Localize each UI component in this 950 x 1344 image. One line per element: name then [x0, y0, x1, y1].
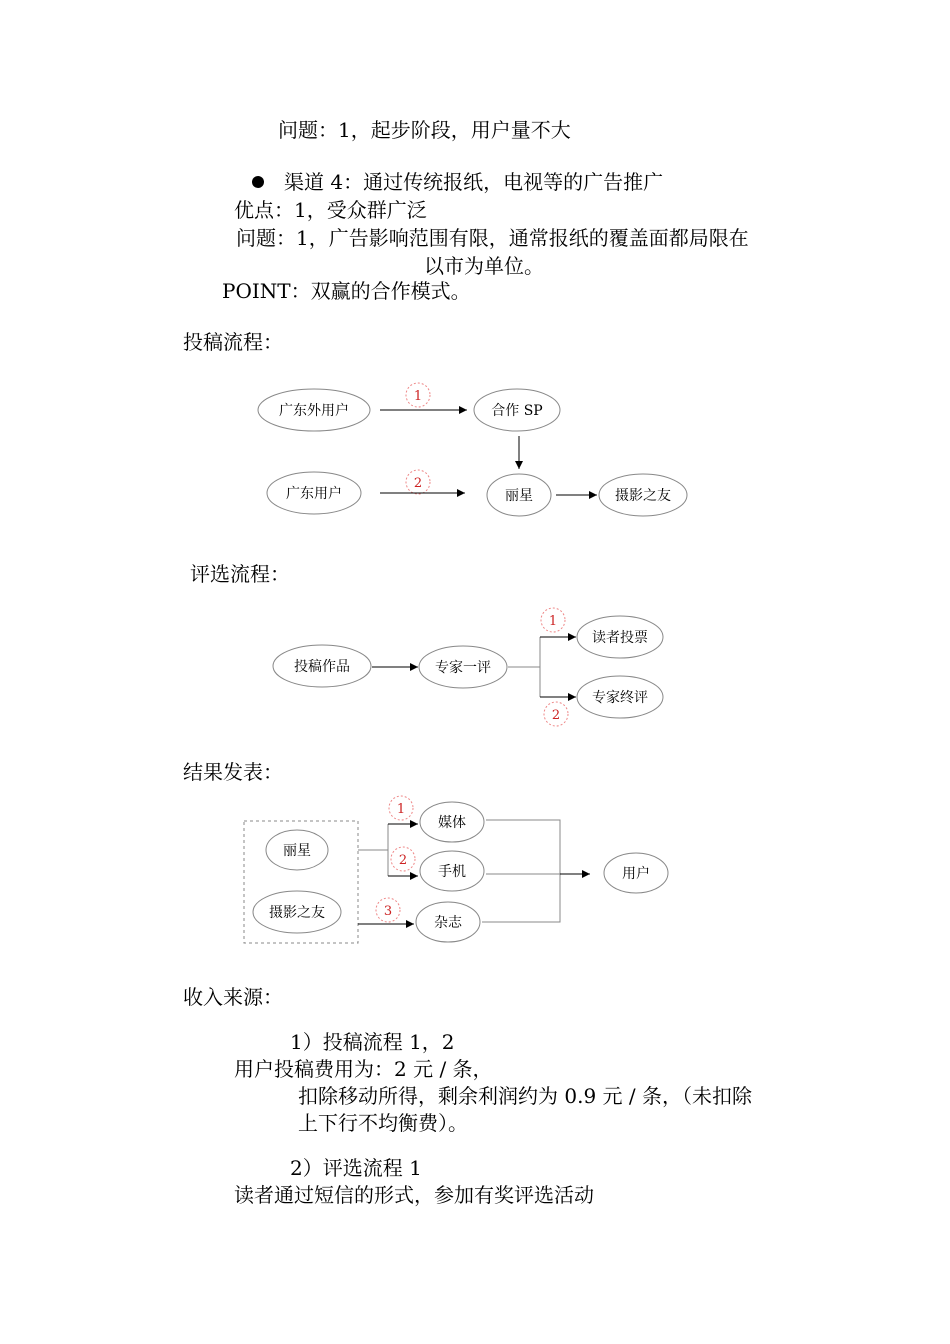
- channel-4-line: 渠道 4：通过传统报纸，电视等的广告推广: [284, 170, 664, 194]
- label-lixing-source: 丽星: [283, 843, 311, 859]
- section-income-title: 收入来源：: [183, 985, 283, 1009]
- merge-line: [482, 820, 560, 922]
- problem-line: 问题：1，起步阶段，用户量不大: [278, 118, 571, 142]
- advantage-line: 优点：1，受众群广泛: [234, 198, 427, 222]
- label-expert-final-review: 专家终评: [592, 690, 648, 706]
- problem-line-2: 问题：1，广告影响范围有限，通常报纸的覆盖面都局限在: [236, 226, 749, 250]
- label-user: 用户: [622, 866, 650, 882]
- label-partner-sp: 合作 SP: [491, 403, 543, 419]
- income-item-2-detail: 读者通过短信的形式，参加有奖评选活动: [234, 1183, 594, 1207]
- income-item-1-detail: 用户投稿费用为：2 元 / 条，: [234, 1057, 493, 1081]
- label-magazine: 杂志: [434, 915, 462, 931]
- income-item-2: 2）评选流程 1: [290, 1156, 422, 1180]
- step-number: 2: [413, 476, 423, 491]
- label-guangdong-outside-users: 广东外用户: [279, 403, 349, 419]
- section-results-title: 结果发表：: [183, 760, 283, 784]
- problem-line-2-cont: 以市为单位。: [424, 254, 544, 278]
- step-number: 1: [396, 802, 406, 817]
- label-lixing: 丽星: [505, 488, 533, 504]
- label-submitted-works: 投稿作品: [294, 659, 350, 675]
- label-reader-vote: 读者投票: [592, 630, 648, 646]
- step-number: 2: [398, 853, 408, 868]
- label-media: 媒体: [438, 815, 466, 831]
- step-number: 1: [413, 389, 423, 404]
- label-photo-friend: 摄影之友: [615, 488, 671, 504]
- income-item-1: 1）投稿流程 1，2: [290, 1030, 455, 1054]
- label-guangdong-users: 广东用户: [286, 486, 342, 502]
- section-selection-title: 评选流程：: [190, 562, 290, 586]
- label-mobile: 手机: [438, 864, 466, 880]
- point-line: POINT：双赢的合作模式。: [222, 279, 471, 303]
- label-expert-first-review: 专家一评: [435, 660, 491, 676]
- income-item-1-profit-cont: 上下行不均衡费）。: [298, 1111, 468, 1135]
- section-submission-title: 投稿流程：: [183, 330, 283, 354]
- step-number: 3: [383, 904, 393, 919]
- label-photo-friend-source: 摄影之友: [269, 905, 325, 921]
- step-number: 2: [551, 708, 561, 723]
- step-number: 1: [548, 614, 558, 629]
- income-item-1-profit: 扣除移动所得，剩余利润约为 0.9 元 / 条，（未扣除: [298, 1084, 752, 1108]
